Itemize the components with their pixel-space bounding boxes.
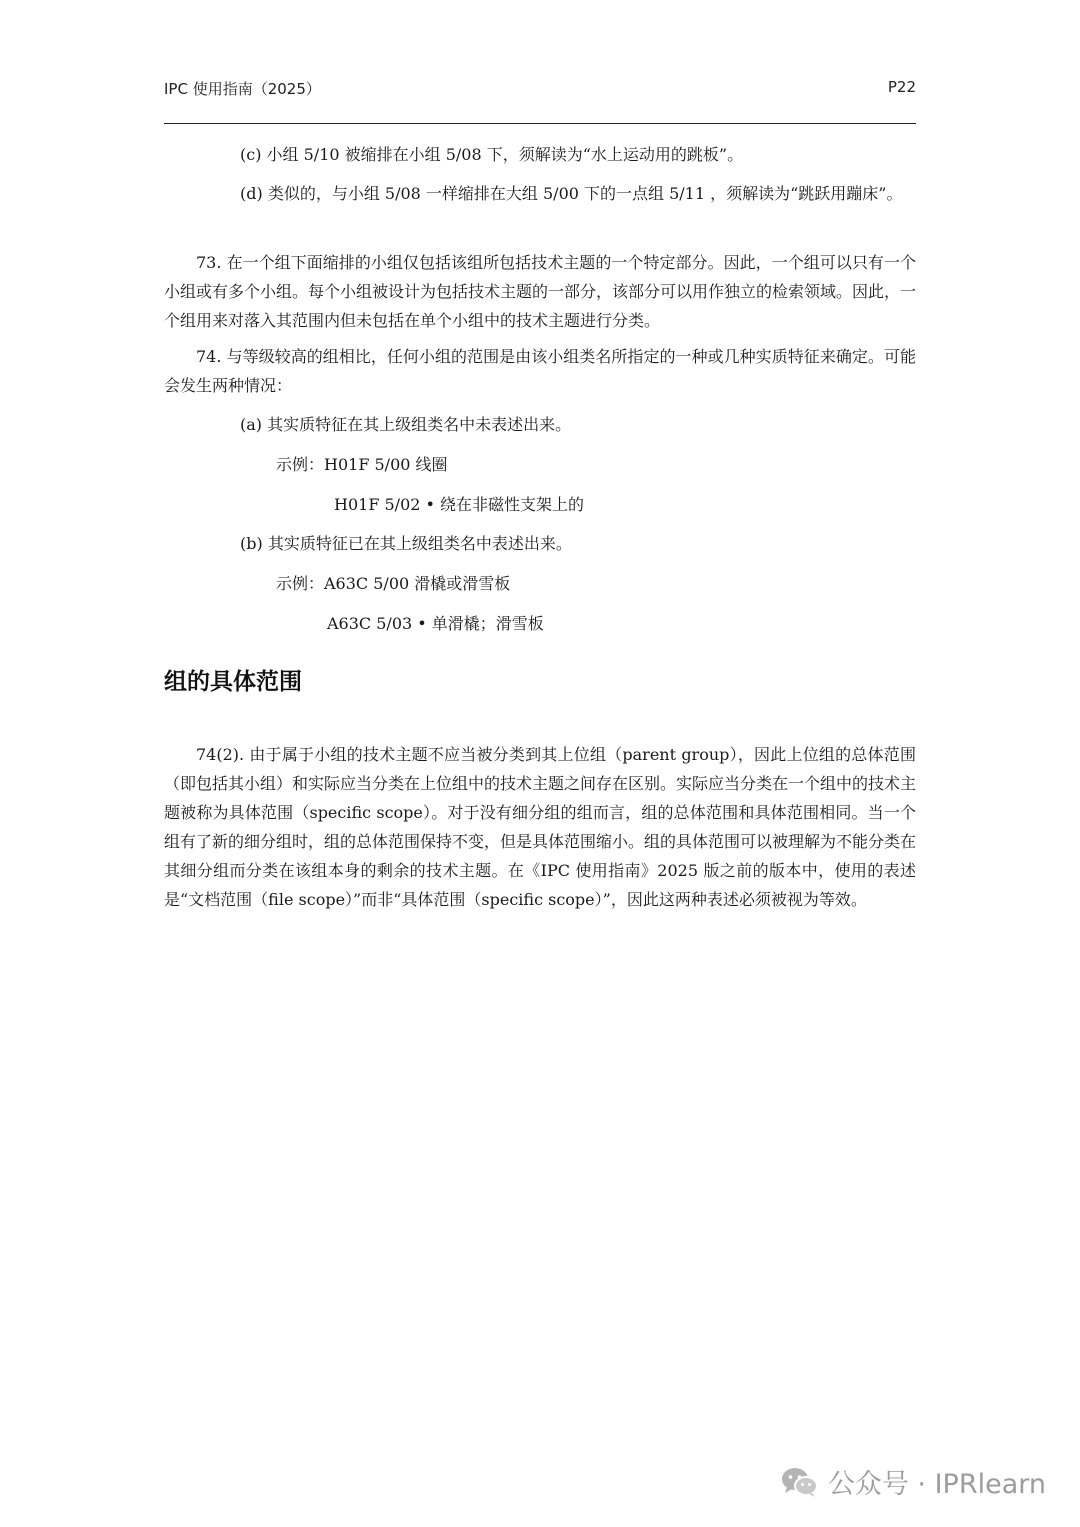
paragraph-74: 74. 与等级较高的组相比，任何小组的范围是由该小组类名所指定的一种或几种实质特征来确定。可能会发生两种情况： bbox=[164, 347, 916, 395]
wechat-icon bbox=[780, 1465, 820, 1499]
list-item-d: (d) 类似的，与小组 5/08 一样缩排在大组 5/00 下的一点组 5/11 ，须解读为“跳跃用蹦床”。 bbox=[240, 184, 903, 203]
paragraph-74-2: 74(2). 由于属于小组的技术主题不应当被分类到其上位组（parent group），因此上位组的总体范围（即包括其小组）和实际应当分类在上位组中的技术主题之间存在区别。实际应当分类在一个组中的技术主题被称为具体范围（specific scope）。对于没有细分组的组而言，组的总体范围和具体范围相同。当一个组有了新的细分组时，组的总体范围保持不变，但是具体范围缩小。组的具体范围可以被理解为不能分类在其细分组而分类在该组本身的剩余的技术主题。在《IPC 使用指南》2025 版之前的版本中，使用的表述是“文档范围（file scope）”而非“具体范围（specific scope）”，因此这两种表述必须被视为等效。 bbox=[164, 745, 917, 909]
case-a-example-sub: H01F 5/02 • 绕在非磁性支架上的 bbox=[334, 495, 585, 514]
page-header bbox=[164, 78, 916, 102]
document-title: IPC 使用指南（2025） bbox=[164, 80, 321, 98]
list-item-c: (c) 小组 5/10 被缩排在小组 5/08 下，须解读为“水上运动用的跳板”。 bbox=[240, 145, 744, 164]
case-b-example-sub: A63C 5/03 • 单滑橇；滑雪板 bbox=[327, 614, 544, 633]
case-b-example: 示例：A63C 5/00 滑橇或滑雪板 bbox=[276, 574, 511, 593]
paragraph-73: 73. 在一个组下面缩排的小组仅包括该组所包括技术主题的一个特定部分。因此，一个组可以只有一个小组或有多个小组。每个小组被设计为包括技术主题的一部分，该部分可以用作独立的检索领域。因此，一个组用来对落入其范围内但未包括在单个小组中的技术主题进行分类。 bbox=[164, 253, 917, 330]
section-heading: 组的具体范围 bbox=[164, 669, 302, 695]
watermark bbox=[780, 1462, 1046, 1501]
case-b-text: (b) 其实质特征已在其上级组类名中表述出来。 bbox=[240, 534, 572, 553]
case-a-text: (a) 其实质特征在其上级组类名中未表述出来。 bbox=[240, 415, 572, 434]
page-number: P22 bbox=[887, 78, 916, 96]
header-divider bbox=[164, 123, 916, 124]
case-a-example: 示例：H01F 5/00 线圈 bbox=[276, 455, 448, 474]
watermark-text: 公众号 · IPRlearn bbox=[827, 1469, 1046, 1500]
